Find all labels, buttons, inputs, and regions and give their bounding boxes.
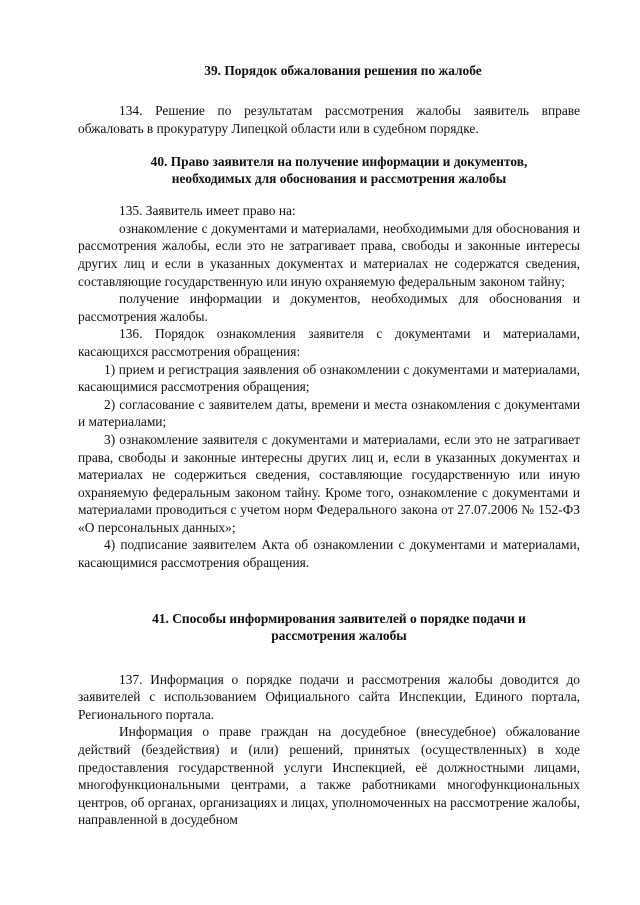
section-39-heading: 39. Порядок обжалования решения по жалобе bbox=[204, 63, 482, 78]
paragraph-136: 136. Порядок ознакомления заявителя с документами и материалами, касающихся рассмотрения обращения: bbox=[78, 326, 580, 359]
paragraph-137-b: Информация о праве граждан на досудебное (внесудебное) обжалование действий (бездействия) и (или) решений, принятых (осуществленных) в ходе предоставления государственной услуги Инспекцией, её должностными лицами, многофункциональными центрами, а также работниками многофункциональных центров, об органах, организациях и лицах, уполномоченных на рассмотрение жалобы, направленной в досудебном bbox=[78, 724, 580, 828]
paragraph-134: 134. Решение по результатам рассмотрения жалобы заявитель вправе обжаловать в прокуратуру Липецкой области или в судебном порядке. bbox=[78, 103, 580, 136]
paragraph-136-item-2: 2) согласование с заявителем даты, времени и места ознакомления с документами и материалами; bbox=[78, 396, 580, 430]
paragraph-136-item-3: 3) ознакомление заявителя с документами и материалами, если это не затрагивает права, свободы и законные интересны других лиц и, если в указанных документах и материалах не содержиться сведения, составляющие государственную или иную охраняемую федеральным законом тайну. Кроме того, ознакомление с документами и материалами проводиться с учетом норм Федерального закона от 27.07.2006 № 152-ФЗ «О персональных данных»; bbox=[78, 431, 580, 535]
section-41-heading bbox=[78, 610, 580, 644]
paragraph-137: 137. Информация о порядке подачи и рассмотрения жалобы доводится до заявителей с использованием Официального сайта Инспекции, Единого портала, Регионального портала. bbox=[78, 671, 580, 722]
section-40-heading-line-2: необходимых для обоснования и рассмотрения жалобы bbox=[171, 171, 507, 187]
section-41-heading-line-1: 41. Способы информирования заявителей о порядке подачи и bbox=[152, 610, 526, 626]
section-41-heading-line-2: рассмотрения жалобы bbox=[271, 627, 407, 643]
paragraph-136-item-1: 1) прием и регистрация заявления об ознакомлении с документами и материалами, касающимися рассмотрения обращения; bbox=[78, 361, 580, 395]
section-40-heading-line-1: 40. Право заявителя на получение информации и документов, bbox=[150, 154, 528, 170]
paragraph-136-item-4: 4) подписание заявителем Акта об ознакомлении с документами и материалами, касающимися рассмотрения обращения. bbox=[78, 537, 580, 571]
paragraph-135: 135. Заявитель имеет право на: bbox=[119, 203, 296, 219]
section-40-heading bbox=[78, 153, 580, 187]
paragraph-135-a: ознакомление с документами и материалами, необходимыми для обоснования и рассмотрения жалобы, если это не затрагивает права, свободы и законные интересы других лиц и если в указанных документах и материалах не содержатся сведения, составляющие государственную или иную охраняемую федеральным законом тайну; bbox=[78, 220, 580, 289]
paragraph-135-b: получение информации и документов, необходимых для обоснования и рассмотрения жалобы. bbox=[78, 291, 580, 324]
